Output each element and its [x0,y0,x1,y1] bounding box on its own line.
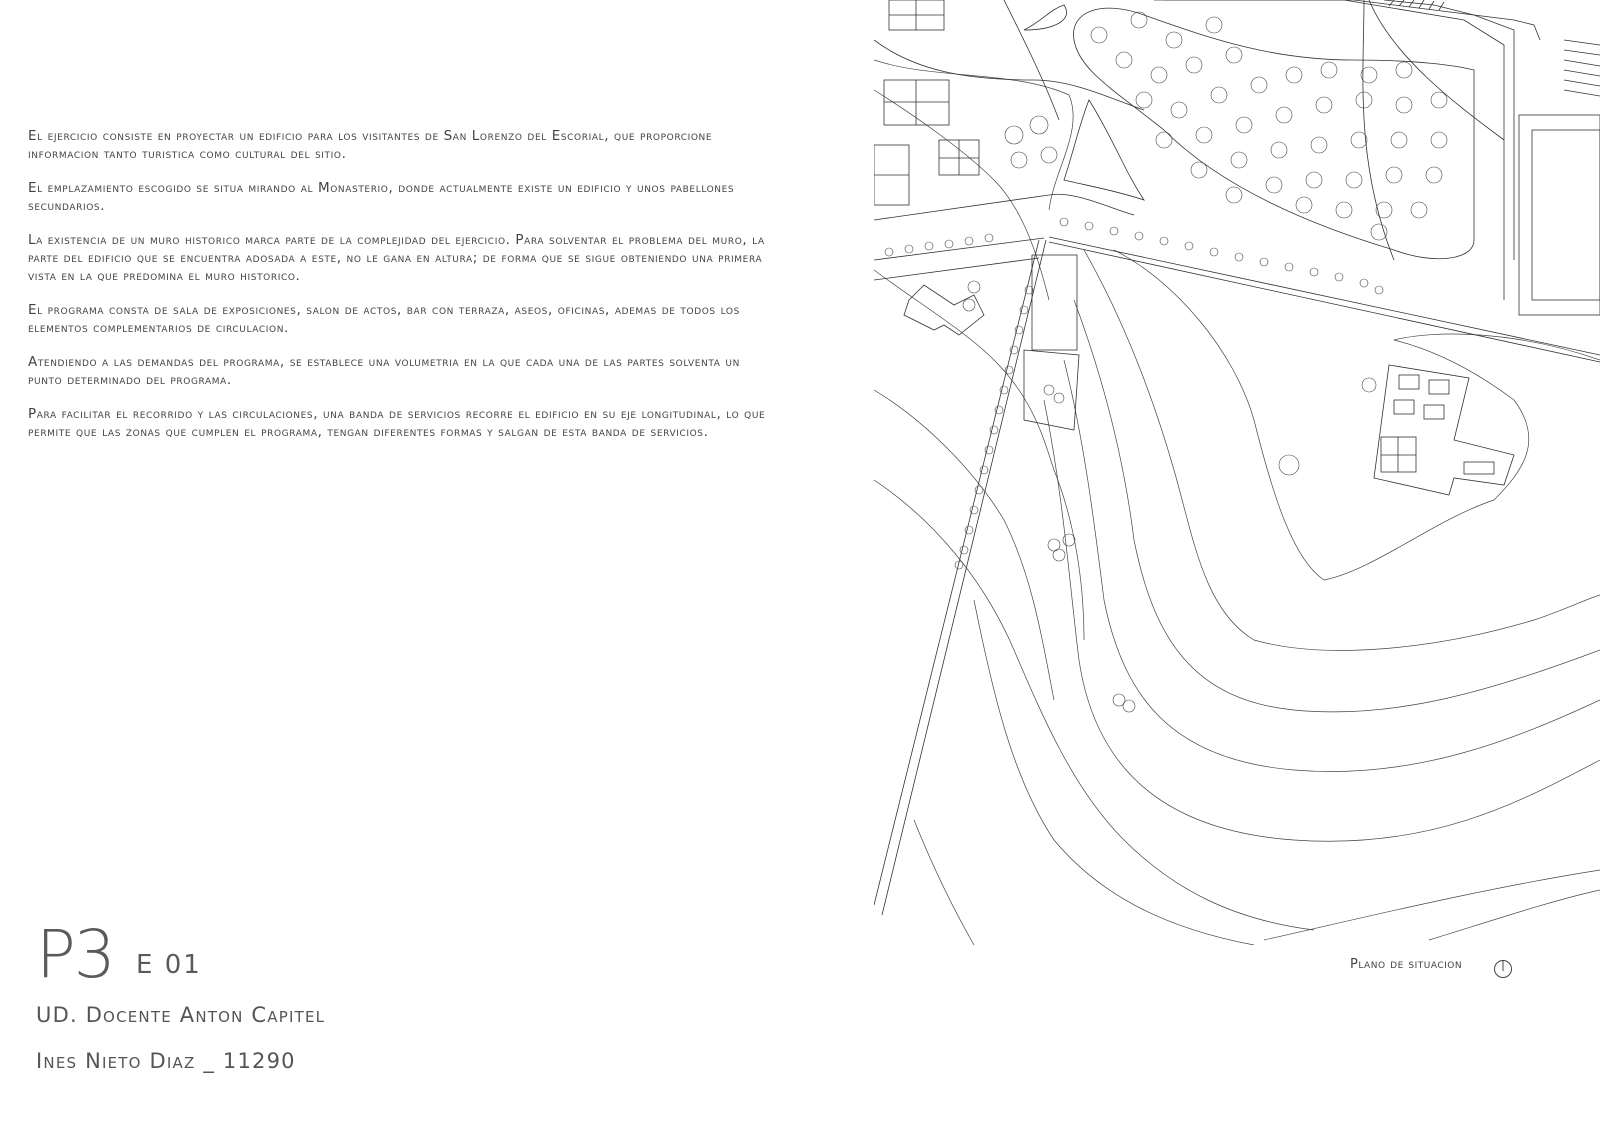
contour-lines [874,60,1600,945]
description-paragraph-2: El emplazamiento escogido se situa mirando al Monasterio, donde actualmente existe un edificio y unos pabellones secundarios. [28,180,735,214]
description-paragraph-6: Para facilitar el recorrido y las circulaciones, una banda de servicios recorre el edificio en su eje longitudinal, lo que permite que las zonas que cumplen el programa, tengan diferentes formas y salgan de esta banda de servicios. [28,406,766,440]
scattered-trees [963,281,1376,712]
north-arrow-icon [1493,959,1513,979]
new-building [1374,365,1514,495]
teaching-unit: UD. Docente Anton Capitel [36,1003,326,1027]
triangle-island [1064,100,1144,200]
site-plan [874,0,1600,945]
plan-caption: Plano de situacion [1350,957,1463,972]
existing-buildings [874,0,1079,430]
roads [874,0,1600,915]
author-name: Ines Nieto Diaz _ 11290 [36,1049,296,1073]
description-paragraph-5: Atendiendo a las demandas del programa, se establece una volumetria en la que cada una de las partes solventa un punto determinado del programa. [28,354,740,388]
park-trees [1005,12,1447,240]
description-paragraph-1: El ejercicio consiste en proyectar un edificio para los visitantes de San Lorenzo del Escorial, que proporcione informacion tanto turistica como cultural del sitio. [28,128,713,162]
park-outline [1074,8,1474,259]
description-paragraph-4: El programa consta de sala de exposiciones, salon de actos, bar con terraza, aseos, oficinas, ademas de todos los elementos complementarios de circulacion. [28,302,740,336]
monastery-buildings [1154,0,1600,315]
project-description [28,127,768,457]
description-paragraph-3: La existencia de un muro historico marca parte de la complejidad del ejercicio. Para solventar el problema del muro, la parte del edificio que se encuentra adosada a este, no le gana en altura; de forma que se sigue obteniendo una primera vista en la que predomina el muro historico. [28,232,765,284]
exercise-number: E 01 [136,950,202,980]
road-tree-rows [885,218,1383,569]
sheet-code: P3 [36,916,114,993]
